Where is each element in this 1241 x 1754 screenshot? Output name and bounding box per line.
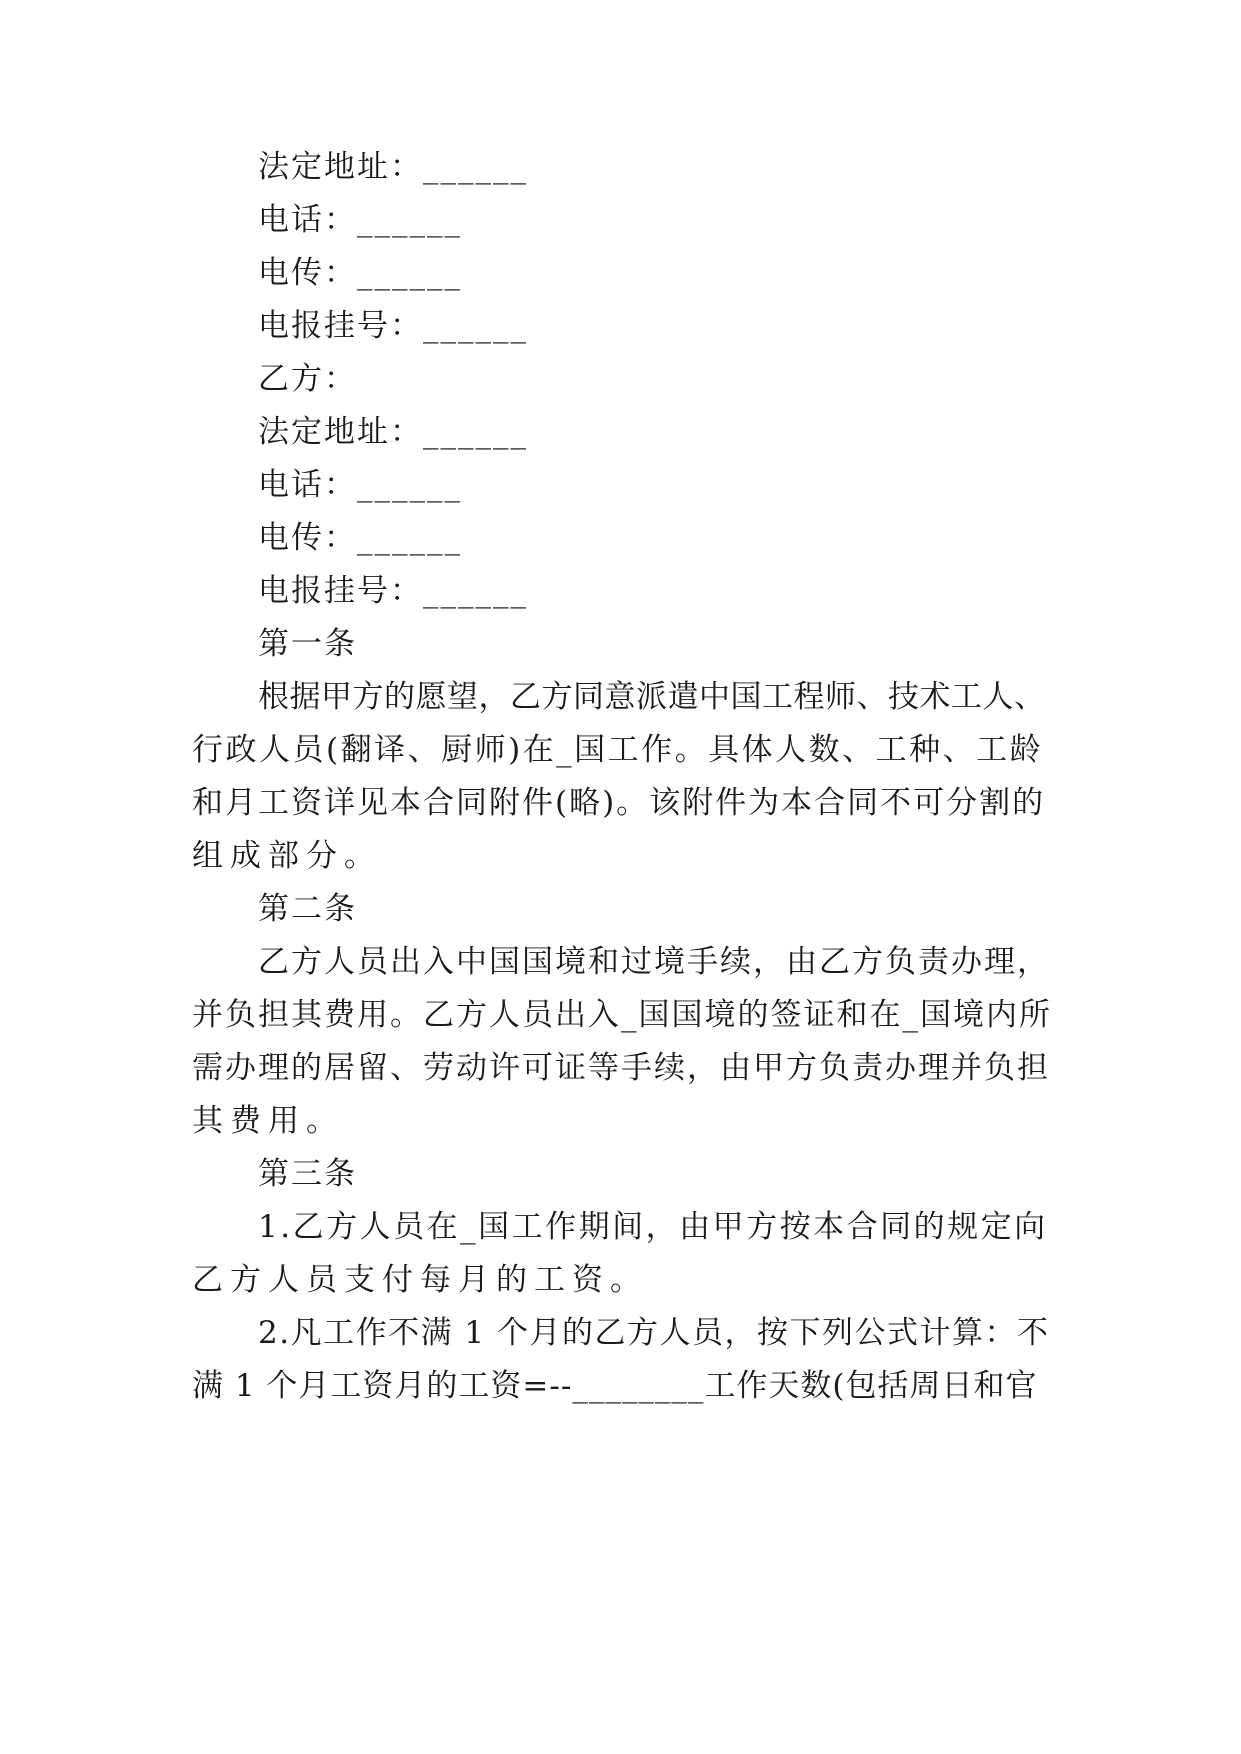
article-1-heading: 第一条 (258, 626, 357, 662)
article-1-line: 行政人员(翻译、厨师)在_国工作。具体人数、工种、工龄 (192, 732, 1044, 768)
article-3-item-2-line: 满 1 个月工资月的工资=--________工作天数(包括周日和官 (192, 1368, 1038, 1404)
article-3-item-1-line: 1.乙方人员在_国工作期间，由甲方按本合同的规定向 (258, 1209, 1048, 1245)
party-b-legal-address: 法定地址：______ (258, 414, 528, 450)
party-b-fax: 电传：______ (258, 520, 462, 556)
party-b-label: 乙方： (258, 361, 357, 397)
article-1-line: 根据甲方的愿望，乙方同意派遣中国工程师、技术工人、 (258, 679, 1046, 715)
article-1-line: 组成部分。 (192, 838, 382, 874)
article-2-heading: 第二条 (258, 891, 357, 927)
article-2-line: 其费用。 (192, 1103, 344, 1139)
article-2-line: 乙方人员出入中国国境和过境手续，由乙方负责办理， (258, 944, 1050, 980)
party-b-cable: 电报挂号：______ (258, 573, 528, 609)
article-2-line: 需办理的居留、劳动许可证等手续，由甲方负责办理并负担 (192, 1050, 1050, 1086)
party-a-phone: 电话：______ (258, 202, 462, 238)
party-a-legal-address: 法定地址：______ (258, 149, 528, 185)
party-a-fax: 电传：______ (258, 255, 462, 291)
party-a-cable: 电报挂号：______ (258, 308, 528, 344)
article-3-item-1-line: 乙方人员支付每月的工资。 (192, 1262, 648, 1298)
article-2-line: 并负担其费用。乙方人员出入_国国境的签证和在_国境内所 (192, 997, 1052, 1033)
article-1-line: 和月工资详见本合同附件(略)。该附件为本合同不可分割的 (192, 785, 1046, 821)
party-b-phone: 电话：______ (258, 467, 462, 503)
article-3-item-2-line: 2.凡工作不满 1 个月的乙方人员，按下列公式计算：不 (258, 1315, 1050, 1351)
article-3-heading: 第三条 (258, 1156, 357, 1192)
